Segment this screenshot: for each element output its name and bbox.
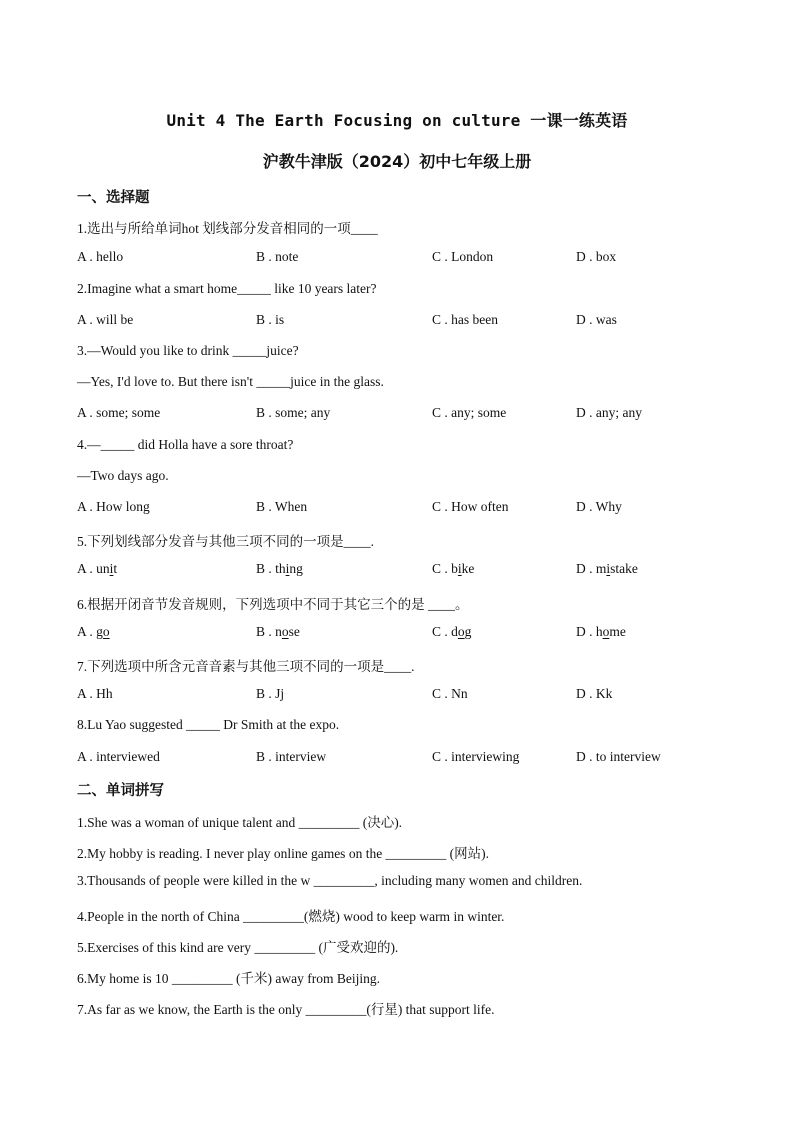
question-5-stem: 5.下列划线部分发音与其他三项不同的一项是____. <box>77 534 374 549</box>
underlined-letter: o <box>102 624 110 639</box>
section-heading-spelling: 二、单词拼写 <box>77 783 164 799</box>
question-4-option-d: D . Why <box>576 499 622 514</box>
question-6-stem: 6.根据开闭音节发音规则，下列选项中不同于其它三个的是 ____。 <box>77 597 469 612</box>
question-2-option-b: B . is <box>256 312 285 327</box>
question-2-option-d: D . was <box>576 312 617 327</box>
underlined-letter: i <box>109 561 114 576</box>
question-1-option-c: C . London <box>432 249 494 264</box>
question-6-option-d: D . home <box>576 624 626 639</box>
page-title: Unit 4 The Earth Focusing on culture 一课一练英语 <box>166 111 628 130</box>
spelling-item-1: 1.She was a woman of unique talent and _________ (决心). <box>77 815 403 830</box>
question-3-option-b: B . some; any <box>256 405 331 420</box>
spelling-item-6: 6.My home is 10 _________ (千米) away from Beijing. <box>77 971 380 986</box>
question-4-stem: 4.—_____ did Holla have a sore throat? <box>77 437 294 452</box>
question-7-option-b: B . Jj <box>256 686 285 701</box>
spelling-item-5: 5.Exercises of this kind are very _________ (广受欢迎的). <box>77 940 399 955</box>
underlined-letter: i <box>285 561 290 576</box>
question-7-option-a: A . Hh <box>77 686 113 701</box>
spelling-item-3: 3.Thousands of people were killed in the w _________, including many women and children. <box>77 873 583 888</box>
question-4-option-c: C . How often <box>432 499 509 514</box>
question-5-option-a: A . unit <box>77 561 118 576</box>
question-7-option-d: D . Kk <box>576 686 613 701</box>
question-7-stem: 7.下列选项中所含元音音素与其他三项不同的一项是____. <box>77 659 415 674</box>
spelling-item-2: 2.My hobby is reading. I never play online games on the _________ (网站). <box>77 846 490 861</box>
question-3-stem-reply: —Yes, I'd love to. But there isn't _____juice in the glass. <box>77 374 384 389</box>
question-3-option-d: D . any; any <box>576 405 642 420</box>
question-2-option-c: C . has been <box>432 312 498 327</box>
question-6-option-b: B . nose <box>256 624 300 639</box>
question-3-stem: 3.—Would you like to drink _____juice? <box>77 343 299 358</box>
question-8-option-d: D . to interview <box>576 749 661 764</box>
underlined-letter: o <box>602 624 610 639</box>
question-1-option-b: B . note <box>256 249 299 264</box>
underlined-letter: o <box>281 624 289 639</box>
question-2-stem: 2.Imagine what a smart home_____ like 10 years later? <box>77 281 377 296</box>
question-8-option-b: B . interview <box>256 749 327 764</box>
question-3-option-a: A . some; some <box>77 405 161 420</box>
spelling-item-4: 4.People in the north of China _________(燃烧) wood to keep warm in winter. <box>77 909 505 924</box>
question-7-option-c: C . Nn <box>432 686 468 701</box>
question-5-option-c: C . bike <box>432 561 475 576</box>
question-5-option-d: D . mistake <box>576 561 638 576</box>
question-3-option-c: C . any; some <box>432 405 507 420</box>
underlined-letter: i <box>606 561 611 576</box>
question-8-option-c: C . interviewing <box>432 749 520 764</box>
question-2-option-a: A . will be <box>77 312 134 327</box>
section-heading-choice: 一、选择题 <box>77 190 150 206</box>
question-1-option-a: A . hello <box>77 249 124 264</box>
underlined-letter: i <box>457 561 462 576</box>
question-8-option-a: A . interviewed <box>77 749 160 764</box>
question-8-stem: 8.Lu Yao suggested _____ Dr Smith at the expo. <box>77 717 340 732</box>
question-5-option-b: B . thing <box>256 561 303 576</box>
question-1-option-d: D . box <box>576 249 617 264</box>
question-1-stem: 1.选出与所给单词hot 划线部分发音相同的一项____ <box>77 221 378 236</box>
question-6-option-a: A . go <box>77 624 110 639</box>
question-4-option-a: A . How long <box>77 499 150 514</box>
question-4-option-b: B . When <box>256 499 308 514</box>
question-6-option-c: C . dog <box>432 624 472 639</box>
question-4-stem-reply: —Two days ago. <box>77 468 169 483</box>
page-subtitle: 沪教牛津版（2024）初中七年级上册 <box>262 152 532 171</box>
underlined-letter: o <box>457 624 465 639</box>
spelling-item-7: 7.As far as we know, the Earth is the only _________(行星) that support life. <box>77 1002 495 1017</box>
